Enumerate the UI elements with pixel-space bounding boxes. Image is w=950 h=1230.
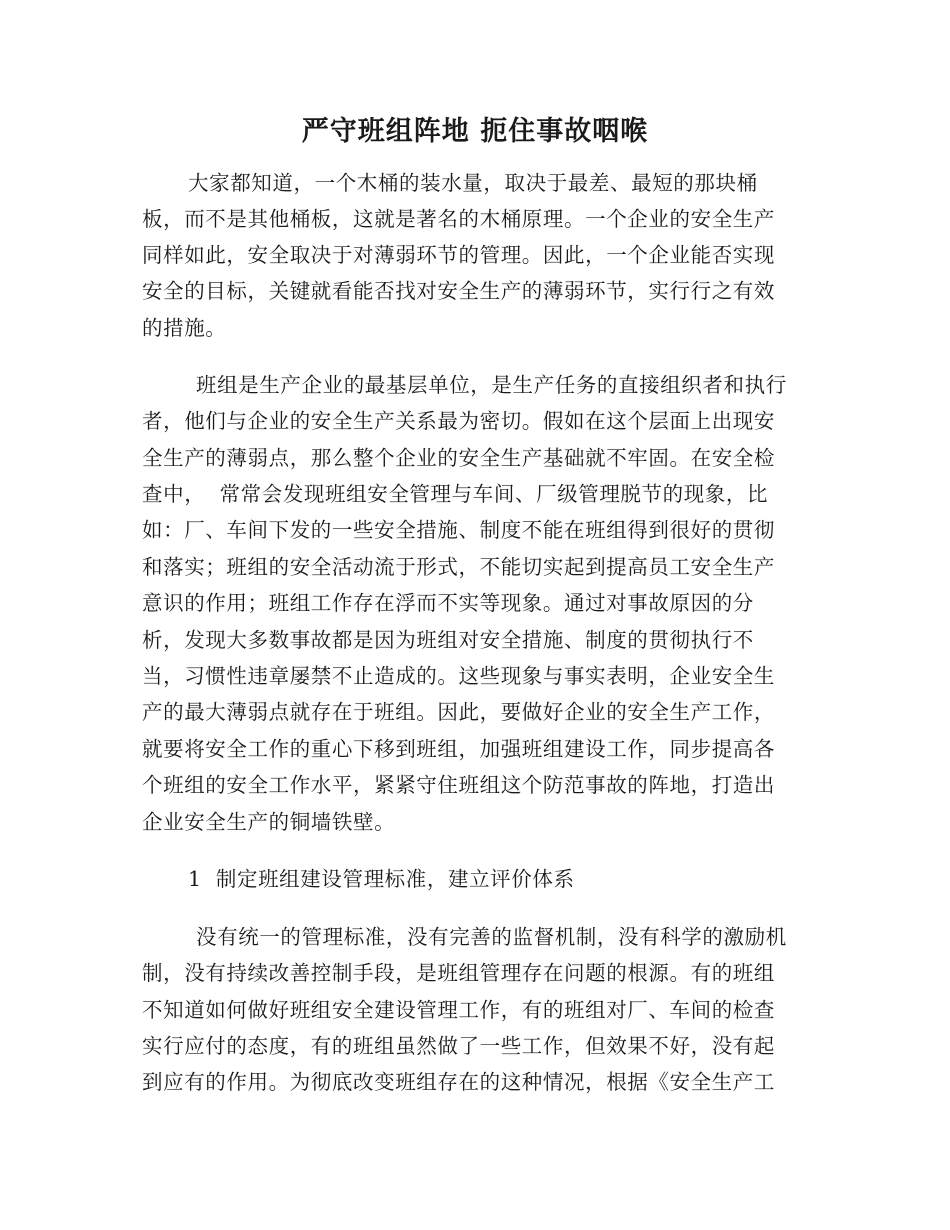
paragraph-line: 就要将安全工作的重心下移到班组，加强班组建设工作，同步提高各	[142, 737, 775, 761]
paragraph-line: 板，而不是其他桶板，这就是著名的木桶原理。一个企业的安全生产	[142, 207, 775, 231]
paragraph-line: 者，他们与企业的安全生产关系最为密切。假如在这个层面上出现安	[142, 409, 775, 433]
paragraph-line: 制，没有持续改善控制手段，是班组管理存在问题的根源。有的班组	[142, 961, 775, 985]
paragraph-line: 和落实；班组的安全活动流于形式，不能切实起到提高员工安全生产	[142, 555, 775, 579]
paragraph-line: 大家都知道，一个木桶的装水量，取决于最差、最短的那块桶	[188, 171, 758, 195]
paragraph-line: 班组是生产企业的最基层单位，是生产任务的直接组织者和执行	[196, 373, 787, 397]
paragraph-line: 不知道如何做好班组安全建设管理工作，有的班组对厂、车间的检查	[142, 998, 775, 1022]
paragraph-line: 意识的作用；班组工作存在浮而不实等现象。通过对事故原因的分	[142, 591, 754, 615]
paragraph-line: 如：厂、车间下发的一些安全措施、制度不能在班组得到很好的贯彻	[142, 518, 775, 542]
paragraph-line: 的措施。	[142, 316, 227, 340]
paragraph-line: 析，发现大多数事故都是因为班组对安全措施、制度的贯彻执行不	[142, 628, 754, 652]
paragraph-line: 产的最大薄弱点就存在于班组。因此，要做好企业的安全生产工作，	[142, 700, 775, 724]
paragraph-line: 查中， 常常会发现班组安全管理与车间、厂级管理脱节的现象，比	[142, 482, 769, 506]
paragraph-line: 到应有的作用。为彻底改变班组存在的这种情况，根据《安全生产工	[142, 1070, 775, 1094]
paragraph-line: 安全的目标，关键就看能否找对安全生产的薄弱环节，实行行之有效	[142, 279, 775, 303]
paragraph-line: 实行应付的态度，有的班组虽然做了一些工作，但效果不好，没有起	[142, 1034, 775, 1058]
document-title: 严守班组阵地 扼住事故咽喉	[301, 116, 649, 147]
paragraph-line: 个班组的安全工作水平，紧紧守住班组这个防范事故的阵地，打造出	[142, 773, 775, 797]
paragraph-line: 企业安全生产的铜墙铁壁。	[142, 810, 396, 834]
paragraph-line: 当，习惯性违章屡禁不止造成的。这些现象与事实表明，企业安全生	[142, 664, 775, 688]
paragraph-line: 同样如此，安全取决于对薄弱环节的管理。因此，一个企业能否实现	[142, 243, 775, 267]
section-heading: 1 制定班组建设管理标准，建立评价体系	[188, 867, 575, 891]
paragraph-line: 全生产的薄弱点，那么整个企业的安全生产基础就不牢固。在安全检	[142, 446, 775, 470]
paragraph-line: 没有统一的管理标准，没有完善的监督机制，没有科学的激励机	[196, 925, 787, 949]
